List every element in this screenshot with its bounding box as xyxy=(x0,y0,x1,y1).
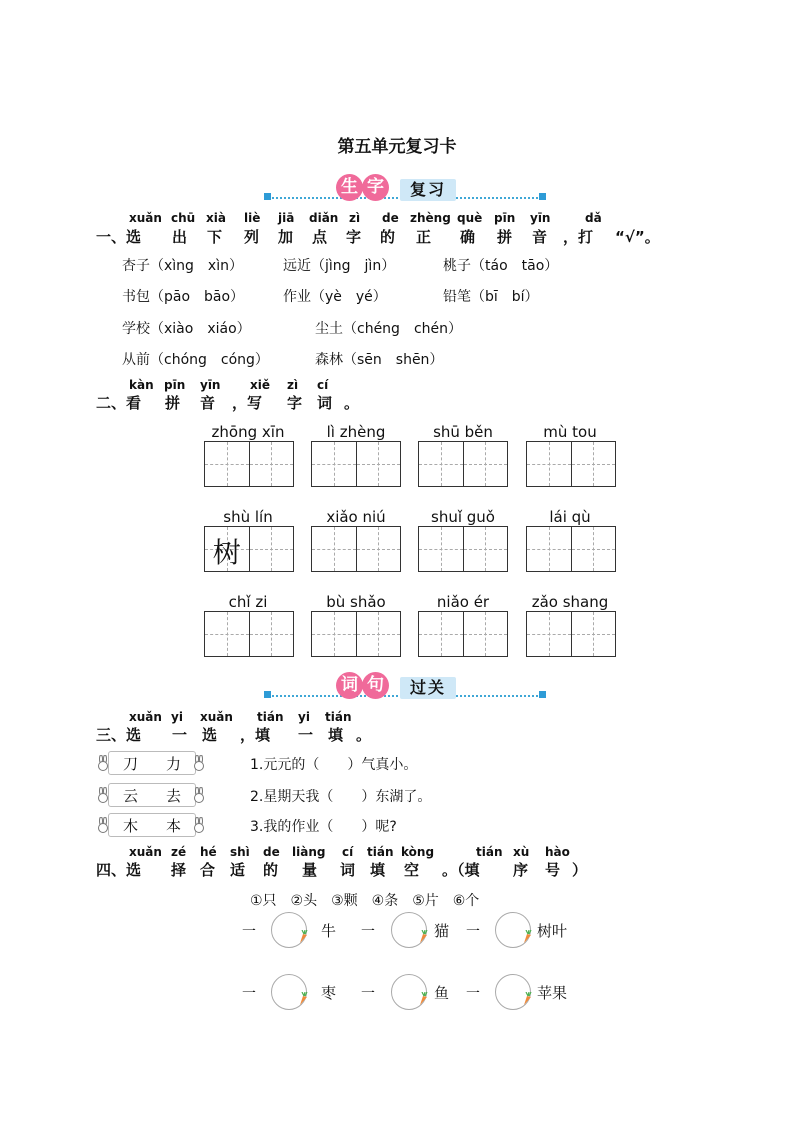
heading-char: 择 xyxy=(171,861,187,879)
pinyin: liè xyxy=(244,211,261,225)
word-option[interactable]: 本 xyxy=(165,816,181,835)
bunny-icon xyxy=(192,817,206,833)
pinyin: yi xyxy=(171,710,183,724)
pinyin: zì xyxy=(349,211,361,225)
noun-label: 猫 xyxy=(434,922,450,940)
pinyin: jiā xyxy=(278,211,295,225)
heading-char: 音 xyxy=(532,228,548,246)
bunny-icon xyxy=(192,787,206,803)
heading-char: 的 xyxy=(263,861,279,879)
word-choice-box[interactable] xyxy=(108,783,196,807)
grid-pinyin: mù tou xyxy=(543,423,597,441)
pinyin: xuǎn xyxy=(200,710,233,724)
carrot-icon xyxy=(521,992,533,1006)
heading-char: ，写 xyxy=(232,394,263,412)
heading-char: 。（填 xyxy=(442,861,480,879)
heading-char: 。 xyxy=(344,394,360,412)
grid-pinyin: xiǎo niú xyxy=(326,508,386,526)
pinyin-option[interactable]: 森林（sēn shēn） xyxy=(315,352,444,368)
dash: 一 xyxy=(242,986,256,1002)
banner-tag: 复习 xyxy=(400,179,456,201)
heading-char: 字 xyxy=(346,228,362,246)
section-banner-review xyxy=(264,172,546,204)
dash: 一 xyxy=(361,924,375,940)
carrot-icon xyxy=(521,930,533,944)
grid-pinyin: shuǐ guǒ xyxy=(431,508,495,526)
grid-pinyin: shù lín xyxy=(223,508,273,526)
pinyin: xiě xyxy=(250,378,270,392)
heading-char: 二、看 xyxy=(96,394,142,412)
heading-char: 一 xyxy=(172,726,188,744)
writing-grid[interactable] xyxy=(526,441,616,487)
dash: 一 xyxy=(466,986,480,1002)
noun-label: 牛 xyxy=(321,922,337,940)
heading-char: 三、选 xyxy=(96,726,142,744)
writing-grid[interactable] xyxy=(204,526,294,572)
grid-pinyin: zhōng xīn xyxy=(211,423,285,441)
heading-char: 一 xyxy=(298,726,314,744)
pinyin-option[interactable]: 书包（pāo bāo） xyxy=(122,289,245,305)
grid-pinyin: lì zhèng xyxy=(326,423,386,441)
pinyin: liàng xyxy=(292,845,326,859)
writing-grid[interactable] xyxy=(418,526,508,572)
heading-char: 字 xyxy=(287,394,303,412)
grid-pinyin: shū běn xyxy=(433,423,493,441)
pinyin: yīn xyxy=(530,211,551,225)
dash: 一 xyxy=(242,924,256,940)
pinyin: zé xyxy=(171,845,187,859)
heading-char: 词 xyxy=(317,394,333,412)
heading-char: 下 xyxy=(207,228,223,246)
grid-pinyin: niǎo ér xyxy=(436,593,490,611)
noun-label: 鱼 xyxy=(434,984,450,1002)
writing-grid[interactable] xyxy=(204,611,294,657)
heading-char: 出 xyxy=(172,228,188,246)
carrot-icon xyxy=(417,930,429,944)
grid-pinyin: lái qù xyxy=(549,508,591,526)
example-character: 树 xyxy=(212,536,241,569)
heading-char: 加 xyxy=(278,228,294,246)
pinyin: xuǎn xyxy=(129,211,162,225)
writing-grid[interactable] xyxy=(418,441,508,487)
pinyin: hé xyxy=(200,845,217,859)
writing-grid[interactable] xyxy=(526,526,616,572)
noun-label: 树叶 xyxy=(537,922,568,940)
dash: 一 xyxy=(466,924,480,940)
pinyin-option[interactable]: 从前（chóng cóng） xyxy=(122,352,269,368)
pinyin: yīn xyxy=(200,378,221,392)
heading-char: 点 xyxy=(312,228,328,246)
heading-char: 填 xyxy=(370,861,386,879)
pinyin-option[interactable]: 作业（yè yé） xyxy=(283,289,387,305)
pinyin-option[interactable]: 尘土（chéng chén） xyxy=(315,321,462,337)
heading-char: 拼 xyxy=(165,394,181,412)
bunny-icon xyxy=(192,755,206,771)
square-bullet xyxy=(264,691,271,698)
pinyin: tián xyxy=(367,845,394,859)
page-title: 第五单元复习卡 xyxy=(337,137,457,157)
word-option[interactable]: 木 xyxy=(122,816,138,835)
pinyin: què xyxy=(457,211,483,225)
grid-pinyin: chǐ zi xyxy=(228,593,268,611)
heading-char: 一、选 xyxy=(96,228,142,246)
carrot-icon xyxy=(297,930,309,944)
pinyin-option[interactable]: 杏子（xìng xìn） xyxy=(122,258,243,274)
heading-char: 序 xyxy=(513,861,529,879)
heading-char: 合 xyxy=(200,861,216,879)
pinyin: tián xyxy=(325,710,352,724)
heading-char: 的 xyxy=(380,228,396,246)
pinyin: cí xyxy=(342,845,354,859)
heading-char: ，填 xyxy=(240,726,271,744)
heading-char: 。 xyxy=(356,726,372,744)
pinyin: dǎ xyxy=(585,211,602,225)
banner-circle: 句 xyxy=(362,672,389,699)
pinyin: zì xyxy=(287,378,299,392)
carrot-icon xyxy=(417,992,429,1006)
heading-char: 选 xyxy=(202,726,218,744)
noun-label: 枣 xyxy=(321,984,337,1002)
section-banner-words xyxy=(264,670,546,702)
word-option[interactable]: 云 xyxy=(122,786,138,805)
fill-sentence: 1.元元的（ ）气真小。 xyxy=(250,757,418,773)
fill-sentence: 2.星期天我（ ）东湖了。 xyxy=(250,789,432,805)
heading-char: 四、选 xyxy=(96,861,142,879)
word-choice-box[interactable] xyxy=(108,751,196,775)
heading-char: 正 xyxy=(416,228,432,246)
pinyin: tián xyxy=(257,710,284,724)
pinyin: xuǎn xyxy=(129,845,162,859)
measure-word-list: ①只 ②头 ③颗 ④条 ⑤片 ⑥个 xyxy=(250,893,480,909)
square-bullet xyxy=(539,691,546,698)
writing-grid[interactable] xyxy=(418,611,508,657)
pinyin-option[interactable]: 学校（xiào xiáo） xyxy=(122,321,251,337)
writing-grid[interactable] xyxy=(204,441,294,487)
writing-grid[interactable] xyxy=(311,526,401,572)
heading-char: 号 xyxy=(545,861,561,879)
writing-grid[interactable] xyxy=(311,611,401,657)
pinyin: shì xyxy=(230,845,250,859)
pinyin: xuǎn xyxy=(129,710,162,724)
heading-char: 适 xyxy=(230,861,246,879)
banner-circle: 生 xyxy=(336,174,363,201)
word-option[interactable]: 去 xyxy=(165,786,181,805)
pinyin: pīn xyxy=(164,378,186,392)
writing-grid[interactable] xyxy=(311,441,401,487)
pinyin-option[interactable]: 桃子（táo tāo） xyxy=(443,258,559,274)
writing-grid[interactable] xyxy=(526,611,616,657)
pinyin: tián xyxy=(476,845,503,859)
pinyin: kòng xyxy=(401,845,435,859)
dash: 一 xyxy=(361,986,375,1002)
square-bullet xyxy=(264,193,271,200)
word-option[interactable]: 刀 xyxy=(122,754,138,773)
pinyin: xù xyxy=(513,845,530,859)
square-bullet xyxy=(539,193,546,200)
pinyin: de xyxy=(382,211,399,225)
heading-char: 音 xyxy=(200,394,216,412)
pinyin: diǎn xyxy=(309,211,339,225)
noun-label: 苹果 xyxy=(537,984,568,1002)
pinyin: chū xyxy=(171,211,196,225)
heading-char: “√”。 xyxy=(615,228,660,246)
heading-char: ） xyxy=(572,861,588,879)
pinyin: hào xyxy=(545,845,570,859)
heading-char: 列 xyxy=(244,228,260,246)
heading-char: 空 xyxy=(404,861,420,879)
pinyin-option[interactable]: 铅笔（bī bí） xyxy=(443,289,539,305)
pinyin: xià xyxy=(206,211,226,225)
heading-char: 拼 xyxy=(497,228,513,246)
pinyin-option[interactable]: 远近（jìng jìn） xyxy=(283,258,396,274)
fill-sentence: 3.我的作业（ ）呢? xyxy=(250,819,397,835)
carrot-icon xyxy=(297,992,309,1006)
heading-char: 词 xyxy=(340,861,356,879)
pinyin: zhèng xyxy=(410,211,451,225)
banner-circle: 词 xyxy=(336,672,363,699)
grid-pinyin: bù shǎo xyxy=(326,593,386,611)
pinyin: de xyxy=(263,845,280,859)
pinyin: cí xyxy=(317,378,329,392)
banner-tag: 过关 xyxy=(400,677,456,699)
pinyin: kàn xyxy=(129,378,154,392)
pinyin: yi xyxy=(298,710,310,724)
word-option[interactable]: 力 xyxy=(165,754,181,773)
word-choice-box[interactable] xyxy=(108,813,196,837)
heading-char: 量 xyxy=(302,861,318,879)
banner-circle: 字 xyxy=(362,174,389,201)
pinyin: pīn xyxy=(494,211,516,225)
heading-char: 确 xyxy=(460,228,476,246)
heading-char: ，打 xyxy=(563,228,594,246)
heading-char: 填 xyxy=(328,726,344,744)
grid-pinyin: zǎo shang xyxy=(531,593,609,611)
